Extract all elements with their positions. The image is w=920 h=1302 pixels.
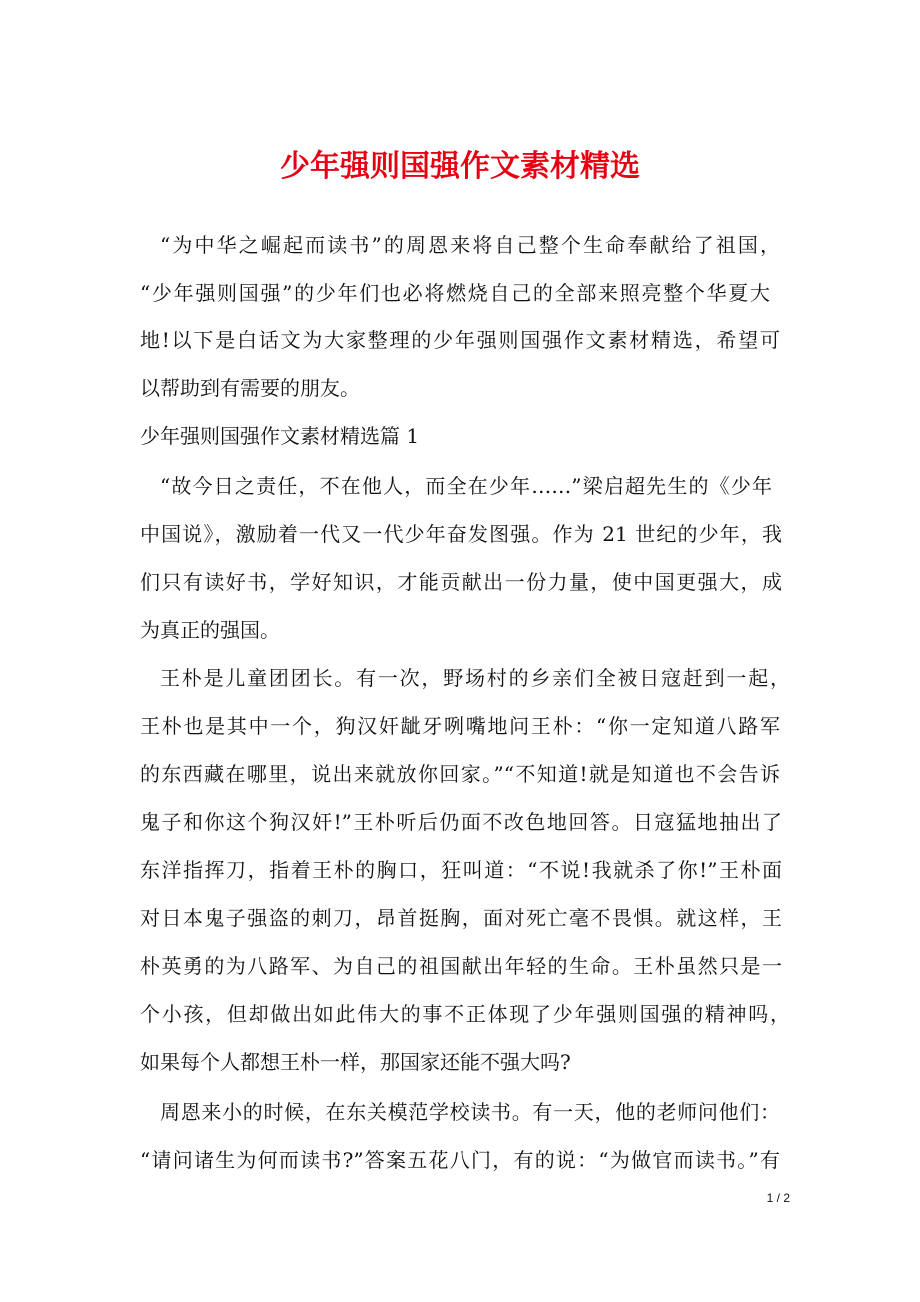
paragraph-line: 东洋指挥刀，指着王朴的胸口，狂叫道：“不说!我就杀了你!”王朴面 — [140, 858, 782, 882]
paragraph-line: 朴英勇的为八路军、为自己的祖国献出年轻的生命。王朴虽然只是一 — [140, 954, 782, 978]
paragraph-line: 为真正的强国。 — [140, 618, 280, 642]
intro-line-3: 地!以下是白话文为大家整理的少年强则国强作文素材精选，希望可 — [140, 328, 780, 352]
paragraph-line: 如果每个人都想王朴一样，那国家还能不强大吗? — [140, 1050, 571, 1074]
paragraph-line: 的东西藏在哪里，说出来就放你回家。”“不知道!就是知道也不会告诉 — [140, 762, 780, 786]
intro-line-1: “为中华之崛起而读书”的周恩来将自己整个生命奉献给了祖国， — [160, 233, 780, 257]
paragraph-line: “请问诸生为何而读书?”答案五花八门，有的说：“为做官而读书。”有 — [140, 1148, 780, 1172]
paragraph-line: 鬼子和你这个狗汉奸!”王朴听后仍面不改色地回答。日寇猛地抽出了 — [140, 810, 782, 834]
intro-line-4: 以帮助到有需要的朋友。 — [140, 376, 360, 400]
intro-line-2: “少年强则国强”的少年们也必将燃烧自己的全部来照亮整个华夏大 — [140, 281, 770, 305]
paragraph-line: “故今日之责任，不在他人，而全在少年……”梁启超先生的《少年 — [160, 474, 772, 498]
paragraph-line: 王朴也是其中一个，狗汉奸龇牙咧嘴地问王朴：“你一定知道八路军 — [140, 714, 780, 738]
paragraph-line: 王朴是儿童团团长。有一次，野场村的乡亲们全被日寇赶到一起， — [160, 666, 790, 690]
paragraph-line: 周恩来小的时候，在东关模范学校读书。有一天，他的老师问他们： — [160, 1100, 780, 1124]
paragraph-line: 个小孩，但却做出如此伟大的事不正体现了少年强则国强的精神吗， — [140, 1002, 790, 1026]
paragraph-line: 对日本鬼子强盗的刺刀，昂首挺胸，面对死亡毫不畏惧。就这样，王 — [140, 906, 782, 930]
section-heading: 少年强则国强作文素材精选篇 1 — [140, 424, 420, 448]
document-title: 少年强则国强作文素材精选 — [280, 149, 640, 184]
page-number: 1 / 2 — [766, 1191, 790, 1205]
paragraph-line: 中国说》，激励着一代又一代少年奋发图强。作为 21 世纪的少年，我 — [140, 522, 782, 546]
paragraph-line: 们只有读好书，学好知识，才能贡献出一份力量，使中国更强大，成 — [140, 570, 782, 594]
